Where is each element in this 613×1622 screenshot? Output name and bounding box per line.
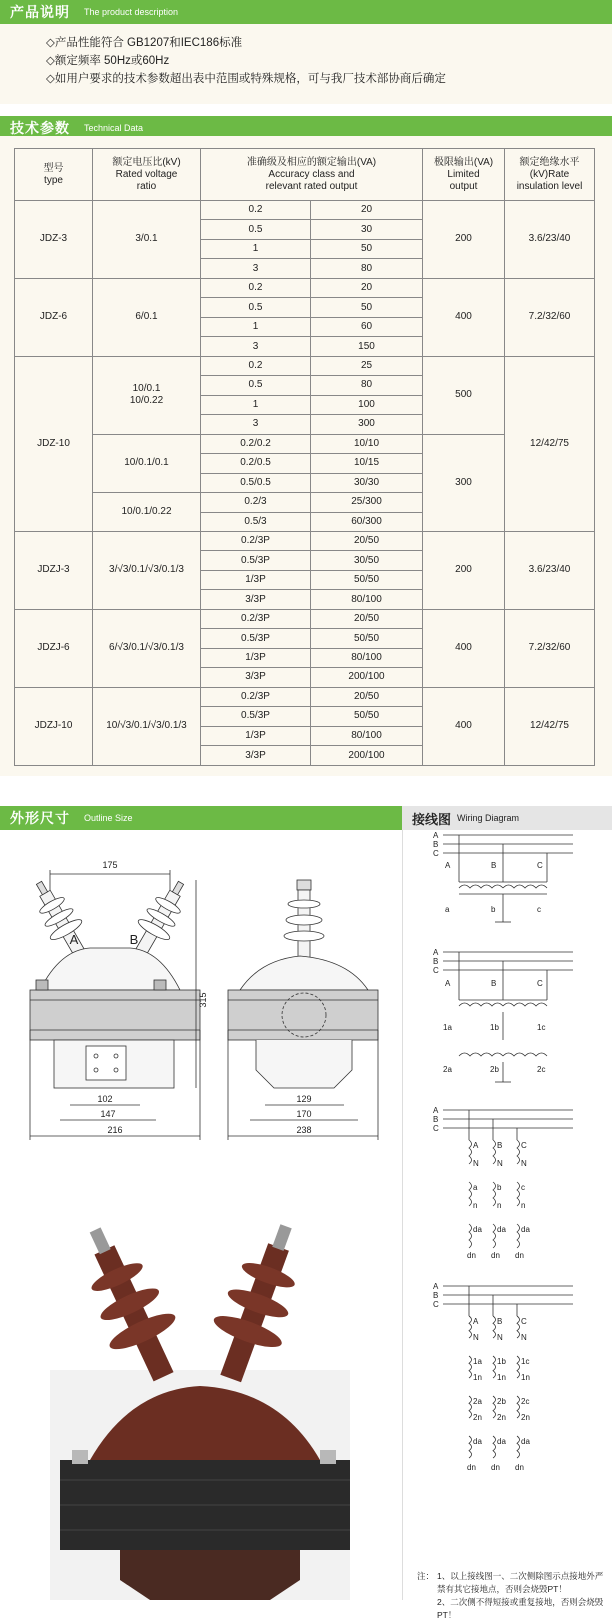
primary-terminal-label: C	[521, 1317, 527, 1326]
cell-rated-output: 10/15	[311, 454, 423, 473]
dim-left-3: 216	[107, 1125, 123, 1135]
winding-coil	[493, 1224, 496, 1248]
winding-coil	[493, 1396, 496, 1418]
cell-rated-output: 80	[311, 376, 423, 395]
delta-neutral-label: dn	[467, 1251, 476, 1260]
cell-accuracy-class: 3/3P	[201, 746, 311, 766]
secondary-1-terminal-label: 1a	[443, 1023, 452, 1032]
tech-section-title-en: Technical Data	[84, 123, 144, 133]
winding-coil	[459, 1003, 503, 1006]
cell-accuracy-class: 0.2/3P	[201, 531, 311, 550]
header-insulation: 额定绝缘水平 (kV)Rate insulation level	[505, 149, 595, 201]
cell-rated-output: 20/50	[311, 609, 423, 628]
delta-neutral-label: dn	[515, 1251, 524, 1260]
cell-accuracy-class: 1	[201, 395, 311, 414]
primary-terminal-label: A	[473, 1141, 479, 1150]
winding-coil	[503, 885, 547, 888]
wiring-note	[417, 1570, 607, 1622]
phase-b-label: B	[129, 932, 139, 947]
ratio-value: 10/√3/0.1/√3/0.1/3	[106, 720, 187, 732]
secondary-1-terminal-label: 1a	[473, 1357, 482, 1366]
outline-section-header	[0, 806, 402, 830]
cell-accuracy-class: 3	[201, 259, 311, 278]
outline-section-title: 外形尺寸	[10, 810, 70, 826]
delta-neutral-label: dn	[467, 1463, 476, 1472]
winding-coil	[493, 1316, 496, 1338]
neutral-terminal-label: N	[497, 1159, 503, 1168]
cell-type: JDZJ-10	[15, 687, 93, 765]
secondary-terminal-label: b	[497, 1183, 502, 1192]
delta-terminal-label: da	[497, 1225, 506, 1234]
cell-insulation: 3.6/23/40	[505, 201, 595, 279]
neutral-terminal-label: N	[473, 1159, 479, 1168]
note-line-2: 2、二次侧不得短接或重复接地，否则会烧毁PT！	[437, 1597, 604, 1620]
wiring-diagrams	[403, 830, 613, 1560]
cell-rated-output: 20/50	[311, 531, 423, 550]
secondary-2-neutral-label: 2n	[497, 1413, 506, 1422]
cell-ratio	[93, 278, 201, 356]
secondary-2-terminal-label: 2c	[521, 1397, 530, 1406]
cell-rated-output: 25	[311, 356, 423, 375]
cell-type: JDZ-3	[15, 201, 93, 279]
cell-accuracy-class: 0.2	[201, 278, 311, 297]
cell-accuracy-class: 1/3P	[201, 726, 311, 745]
cell-type: JDZJ-6	[15, 609, 93, 687]
phase-a-label: A	[69, 932, 79, 947]
primary-terminal-label: B	[491, 979, 497, 988]
bus-label: A	[433, 1106, 439, 1115]
cell-ratio	[93, 201, 201, 279]
cell-rated-output: 20	[311, 201, 423, 220]
cell-accuracy-class: 0.2	[201, 201, 311, 220]
cell-rated-output: 30/50	[311, 551, 423, 570]
tech-section-title: 技术参数	[10, 120, 70, 136]
table-row	[15, 609, 595, 628]
winding-coil	[469, 1224, 472, 1248]
secondary-terminal-label: b	[491, 905, 496, 914]
table-row	[15, 278, 595, 297]
cell-accuracy-class: 1/3P	[201, 648, 311, 667]
primary-terminal-label: C	[537, 979, 543, 988]
winding-coil	[517, 1396, 520, 1418]
delta-terminal-label: da	[497, 1437, 506, 1446]
secondary-1-neutral-label: 1n	[521, 1373, 530, 1382]
cell-limited-output: 400	[423, 687, 505, 765]
cell-rated-output: 10/10	[311, 434, 423, 453]
primary-terminal-label: C	[521, 1141, 527, 1150]
secondary-2-terminal-label: 2a	[443, 1065, 452, 1074]
bus-label: C	[433, 1124, 439, 1133]
cell-limited-output: 400	[423, 278, 505, 356]
dim-right-3: 238	[296, 1125, 312, 1135]
dim-right-1: 129	[296, 1094, 312, 1104]
product-section-title-en: The product description	[84, 7, 179, 17]
cell-rated-output: 200/100	[311, 668, 423, 687]
cell-rated-output: 30	[311, 220, 423, 239]
cell-limited-output: 200	[423, 201, 505, 279]
ratio-value: 10/0.1/0.1	[124, 457, 169, 469]
dim-height: 315	[198, 992, 208, 1008]
description-line: ◇如用户要求的技术参数超出表中范围或特殊规格，可与我厂技术部协商后确定	[46, 73, 446, 85]
header-limited-output: 极限输出(VA) Limited output	[423, 149, 505, 201]
delta-neutral-label: dn	[491, 1251, 500, 1260]
winding-coil	[469, 1140, 472, 1164]
winding-coil	[469, 1436, 472, 1458]
cell-limited-output: 500	[423, 356, 505, 434]
delta-terminal-label: da	[521, 1437, 530, 1446]
cell-rated-output: 50/50	[311, 570, 423, 589]
outline-area	[0, 830, 402, 1600]
cell-accuracy-class: 1/3P	[201, 570, 311, 589]
cell-accuracy-class: 0.5/3	[201, 512, 311, 531]
header-accuracy: 准确级及相应的额定输出(VA) Accuracy class and relevant rated output	[201, 149, 423, 201]
product-section-title: 产品说明	[10, 4, 70, 20]
note-label: 注：	[417, 1571, 435, 1581]
cell-type: JDZJ-3	[15, 531, 93, 609]
bus-label: A	[433, 948, 439, 957]
table-header-row	[15, 149, 595, 201]
product-description	[0, 24, 612, 104]
ratio-value-2: 10/0.22	[129, 395, 164, 407]
dim-right-2: 170	[296, 1109, 312, 1119]
ratio-value: 3/0.1	[135, 233, 158, 245]
secondary-1-terminal-label: 1c	[521, 1357, 530, 1366]
bus-label: C	[433, 1300, 439, 1309]
primary-terminal-label: A	[445, 861, 451, 870]
cell-accuracy-class: 3	[201, 415, 311, 434]
secondary-neutral-label: n	[497, 1201, 502, 1210]
cell-ratio	[93, 434, 201, 492]
header-ratio: 额定电压比(kV) Rated voltage ratio	[93, 149, 201, 201]
winding-coil	[517, 1182, 520, 1206]
wiring-area	[402, 830, 612, 1620]
winding-coil	[469, 1356, 472, 1378]
winding-coil	[517, 1356, 520, 1378]
dim-left-1: 102	[97, 1094, 113, 1104]
primary-terminal-label: C	[537, 861, 543, 870]
cell-rated-output: 300	[311, 415, 423, 434]
cell-rated-output: 50/50	[311, 629, 423, 648]
cell-rated-output: 80/100	[311, 648, 423, 667]
primary-terminal-label: B	[491, 861, 497, 870]
secondary-1-terminal-label: 1b	[490, 1023, 499, 1032]
bus-label: B	[433, 1115, 439, 1124]
winding-coil	[503, 1053, 547, 1056]
cell-rated-output: 30/30	[311, 473, 423, 492]
cell-rated-output: 60	[311, 317, 423, 336]
winding-coil	[517, 1436, 520, 1458]
cell-ratio	[93, 531, 201, 609]
spec-table	[14, 148, 595, 766]
cell-accuracy-class: 3	[201, 337, 311, 356]
table-row	[15, 531, 595, 550]
dim-top-width: 175	[102, 860, 118, 870]
cell-accuracy-class: 0.2/0.2	[201, 434, 311, 453]
ratio-value: 10/0.1	[132, 383, 161, 395]
cell-ratio	[93, 493, 201, 532]
wiring-section-title-en: Wiring Diagram	[457, 813, 520, 823]
cell-insulation: 7.2/32/60	[505, 278, 595, 356]
secondary-2-terminal-label: 2b	[497, 1397, 506, 1406]
cell-accuracy-class: 3/3P	[201, 668, 311, 687]
cell-rated-output: 200/100	[311, 746, 423, 766]
cell-rated-output: 60/300	[311, 512, 423, 531]
cell-accuracy-class: 0.5/3P	[201, 629, 311, 648]
cell-insulation: 3.6/23/40	[505, 531, 595, 609]
winding-coil	[517, 1140, 520, 1164]
winding-coil	[469, 1182, 472, 1206]
secondary-terminal-label: c	[521, 1183, 525, 1192]
ratio-value: 10/0.1/0.22	[121, 506, 172, 517]
bus-label: C	[433, 966, 439, 975]
secondary-2-terminal-label: 2c	[537, 1065, 546, 1074]
cell-rated-output: 80	[311, 259, 423, 278]
neutral-terminal-label: N	[521, 1333, 527, 1342]
cell-accuracy-class: 0.5	[201, 376, 311, 395]
secondary-1-terminal-label: 1b	[497, 1357, 506, 1366]
secondary-2-terminal-label: 2a	[473, 1397, 482, 1406]
primary-terminal-label: A	[473, 1317, 479, 1326]
cell-rated-output: 80/100	[311, 726, 423, 745]
delta-terminal-label: da	[473, 1225, 482, 1234]
cell-insulation: 12/42/75	[505, 687, 595, 765]
tech-data-panel	[0, 136, 612, 776]
cell-accuracy-class: 0.2/0.5	[201, 454, 311, 473]
secondary-terminal-label: c	[537, 905, 541, 914]
delta-neutral-label: dn	[515, 1463, 524, 1472]
winding-coil	[469, 1396, 472, 1418]
cell-accuracy-class: 1	[201, 317, 311, 336]
dim-left-2: 147	[100, 1109, 116, 1119]
delta-neutral-label: dn	[491, 1463, 500, 1472]
winding-coil	[493, 1436, 496, 1458]
secondary-1-neutral-label: 1n	[473, 1373, 482, 1382]
cell-accuracy-class: 0.2/3P	[201, 609, 311, 628]
cell-accuracy-class: 0.2	[201, 356, 311, 375]
cell-accuracy-class: 0.5	[201, 220, 311, 239]
ratio-value: 6/0.1	[135, 311, 158, 323]
cell-type: JDZ-10	[15, 356, 93, 531]
secondary-neutral-label: n	[473, 1201, 478, 1210]
winding-coil	[459, 1053, 503, 1056]
cell-rated-output: 20/50	[311, 687, 423, 706]
winding-coil	[493, 1356, 496, 1378]
bus-label: B	[433, 840, 439, 849]
cell-accuracy-class: 0.2/3	[201, 493, 311, 512]
header-type: 型号 type	[15, 149, 93, 201]
primary-terminal-label: B	[497, 1141, 503, 1150]
ratio-value: 6/√3/0.1/√3/0.1/3	[109, 642, 184, 654]
secondary-2-neutral-label: 2n	[473, 1413, 482, 1422]
cell-insulation: 12/42/75	[505, 356, 595, 531]
delta-terminal-label: da	[473, 1437, 482, 1446]
product-section-header	[0, 0, 612, 24]
cell-accuracy-class: 0.5/0.5	[201, 473, 311, 492]
cell-accuracy-class: 0.5/3P	[201, 707, 311, 726]
secondary-neutral-label: n	[521, 1201, 526, 1210]
secondary-terminal-label: a	[445, 905, 450, 914]
cell-limited-output: 400	[423, 609, 505, 687]
winding-coil	[493, 1182, 496, 1206]
winding-coil	[459, 885, 503, 888]
cell-accuracy-class: 3/3P	[201, 590, 311, 609]
winding-coil	[503, 1003, 547, 1006]
cell-ratio	[93, 609, 201, 687]
secondary-terminal-label: a	[473, 1183, 478, 1192]
secondary-1-neutral-label: 1n	[497, 1373, 506, 1382]
table-row	[15, 201, 595, 220]
neutral-terminal-label: N	[521, 1159, 527, 1168]
wiring-section-title: 接线图	[412, 811, 452, 827]
bus-label: C	[433, 849, 439, 858]
table-row	[15, 687, 595, 706]
ratio-value: 3/√3/0.1/√3/0.1/3	[109, 564, 184, 576]
cell-rated-output: 20	[311, 278, 423, 297]
cell-ratio	[93, 356, 201, 434]
outline-drawings	[0, 830, 402, 1600]
cell-rated-output: 50/50	[311, 707, 423, 726]
cell-accuracy-class: 1	[201, 239, 311, 258]
bus-label: B	[433, 957, 439, 966]
bus-label: B	[433, 1291, 439, 1300]
cell-limited-output: 300	[423, 434, 505, 531]
secondary-1-terminal-label: 1c	[537, 1023, 546, 1032]
primary-terminal-label: B	[497, 1317, 503, 1326]
primary-terminal-label: A	[445, 979, 451, 988]
cell-accuracy-class: 0.5/3P	[201, 551, 311, 570]
note-line-1: 1、以上接线图一、二次侧除图示点接地外严禁有其它接地点，否则会烧毁PT！	[437, 1571, 604, 1594]
delta-terminal-label: da	[521, 1225, 530, 1234]
bus-label: A	[433, 1282, 439, 1291]
winding-coil	[517, 1224, 520, 1248]
cell-insulation: 7.2/32/60	[505, 609, 595, 687]
cell-rated-output: 100	[311, 395, 423, 414]
winding-coil	[493, 1140, 496, 1164]
cell-rated-output: 150	[311, 337, 423, 356]
cell-rated-output: 50	[311, 298, 423, 317]
neutral-terminal-label: N	[497, 1333, 503, 1342]
cell-rated-output: 25/300	[311, 493, 423, 512]
outline-section-title-en: Outline Size	[84, 813, 133, 823]
description-line: ◇产品性能符合 GB1207和IEC186标准	[46, 37, 243, 49]
cell-ratio	[93, 687, 201, 765]
product-photo	[50, 1214, 350, 1600]
cell-accuracy-class: 0.5	[201, 298, 311, 317]
wiring-section-header	[402, 806, 612, 830]
cell-rated-output: 80/100	[311, 590, 423, 609]
secondary-2-terminal-label: 2b	[490, 1065, 499, 1074]
cell-rated-output: 50	[311, 239, 423, 258]
secondary-2-neutral-label: 2n	[521, 1413, 530, 1422]
table-row	[15, 356, 595, 375]
neutral-terminal-label: N	[473, 1333, 479, 1342]
bus-label: A	[433, 831, 439, 840]
cell-limited-output: 200	[423, 531, 505, 609]
winding-coil	[469, 1316, 472, 1338]
winding-coil	[517, 1316, 520, 1338]
description-line: ◇额定频率 50Hz或60Hz	[46, 55, 170, 67]
cell-accuracy-class: 0.2/3P	[201, 687, 311, 706]
cell-type: JDZ-6	[15, 278, 93, 356]
